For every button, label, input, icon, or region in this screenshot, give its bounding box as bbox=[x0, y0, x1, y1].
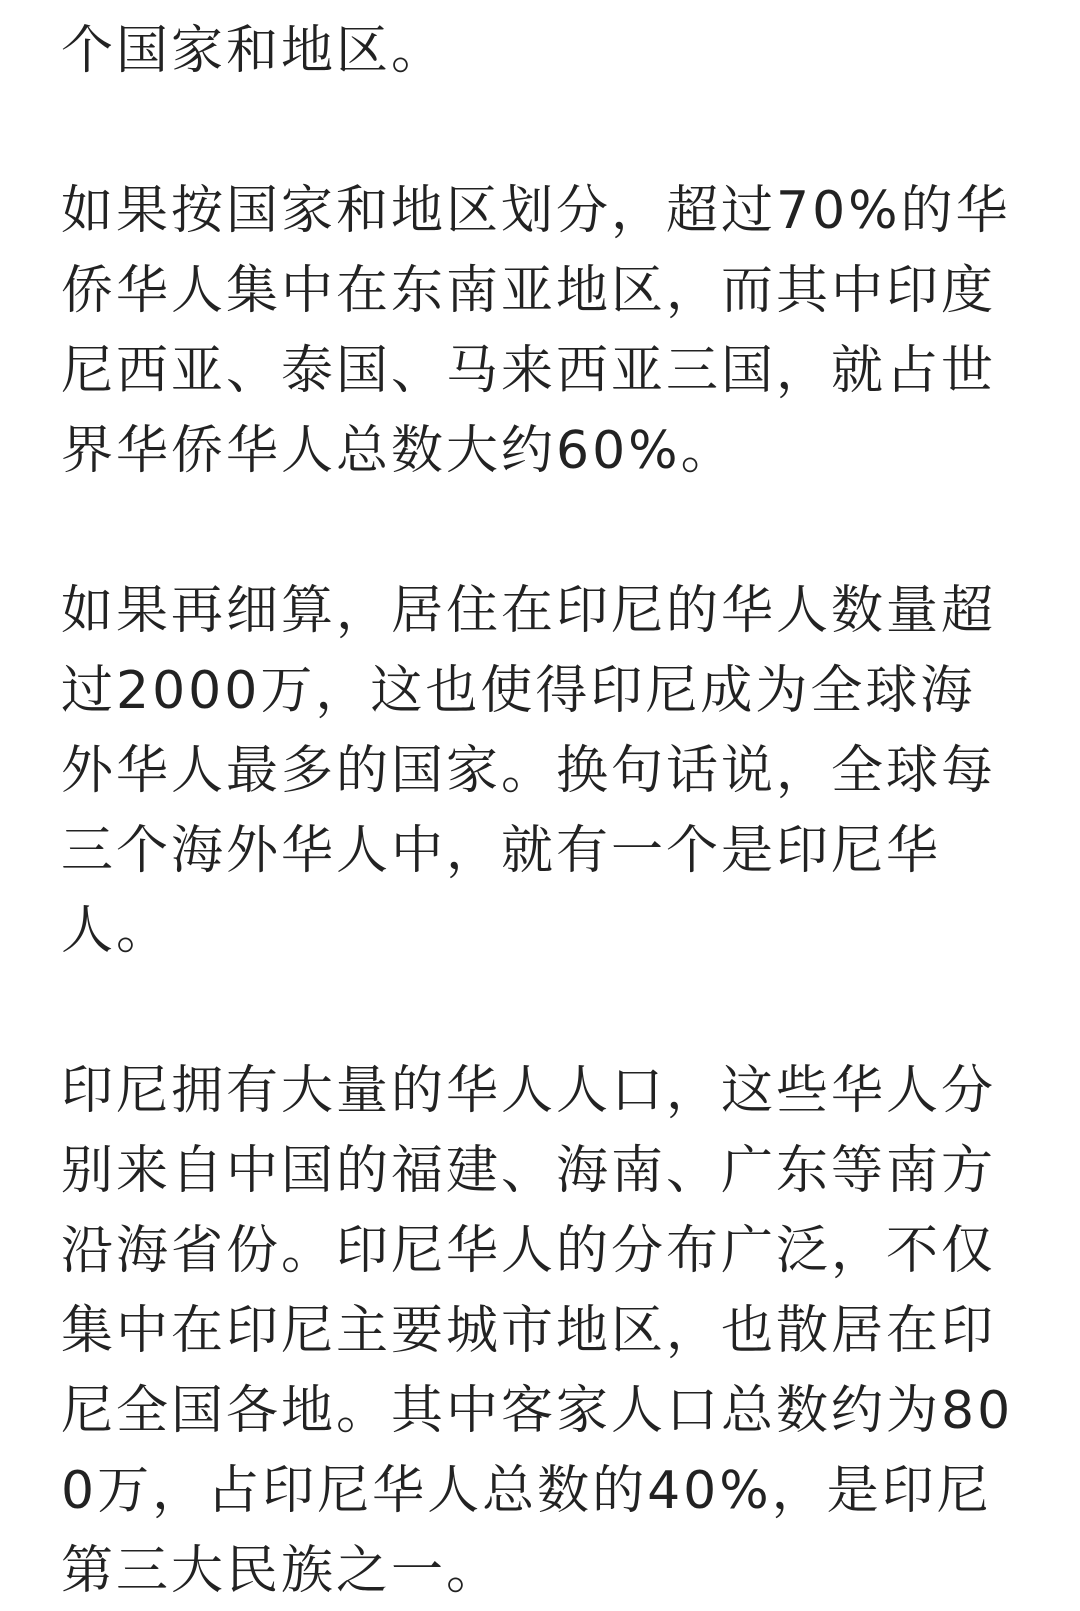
paragraph-spacer bbox=[61, 91, 1026, 171]
paragraph-3: 如果再细算，居住在印尼的华人数量超过2000万，这也使得印尼成为全球海外华人最多的国家。换句话说，全球每三个海外华人中，就有一个是印尼华人。 bbox=[61, 581, 997, 961]
article-body bbox=[61, 0, 1026, 1611]
paragraph-2: 如果按国家和地区划分，超过70%的华侨华人集中在东南亚地区，而其中印度尼西亚、泰国、马来西亚三国，就占世界华侨华人总数大约60%。 bbox=[61, 181, 1011, 481]
paragraph-spacer bbox=[61, 971, 1026, 1051]
paragraph-spacer bbox=[61, 491, 1026, 571]
paragraph-4: 印尼拥有大量的华人人口，这些华人分别来自中国的福建、海南、广东等南方沿海省份。印尼华人的分布广泛，不仅集中在印尼主要城市地区，也散居在印尼全国各地。其中客家人口总数约为800万，占印尼华人总数的40%，是印尼第三大民族之一。 bbox=[61, 1061, 1014, 1601]
paragraph-1: 个国家和地区。 bbox=[61, 21, 447, 81]
